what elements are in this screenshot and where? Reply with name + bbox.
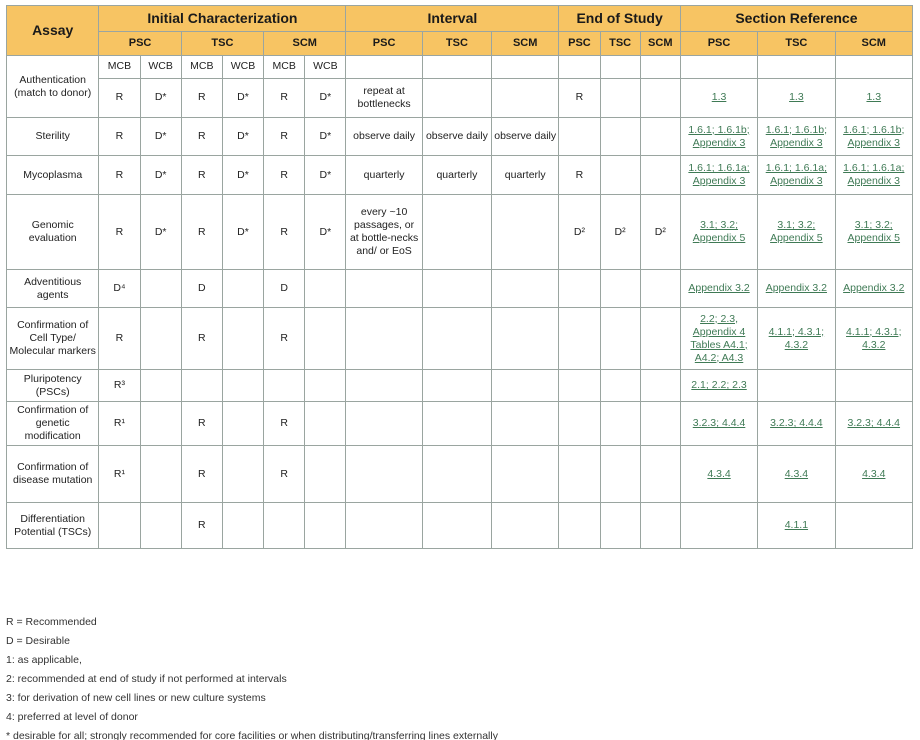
- interval-value-cell: quarterly: [422, 156, 491, 195]
- footnote: * desirable for all; strongly recommended for core facilities or when distributing/transferring lines externally: [6, 730, 498, 740]
- end-value-cell: [640, 270, 680, 308]
- assay-cell: Pluripotency (PSCs): [7, 370, 99, 402]
- assay-cell: Differentiation Potential (TSCs): [7, 503, 99, 549]
- initial-value-cell: R: [99, 308, 140, 370]
- initial-value-cell: R: [264, 308, 305, 370]
- footnote: D = Desirable: [6, 635, 70, 647]
- reference-cell: [758, 446, 835, 503]
- initial-value-cell: R: [181, 78, 222, 117]
- bank-header-mcb: MCB: [264, 56, 305, 79]
- section-reference-link[interactable]: 1.3: [789, 91, 804, 104]
- initial-tsc-header: TSC: [181, 32, 263, 56]
- assay-cell: Authentication (match to donor): [7, 56, 99, 118]
- section-reference-link[interactable]: 4.3.4: [707, 467, 731, 480]
- empty-cell: [680, 56, 757, 79]
- interval-value-cell: observe daily: [492, 118, 559, 156]
- reference-cell: [680, 370, 757, 402]
- initial-value-cell: R: [99, 118, 140, 156]
- empty-cell: [492, 56, 559, 79]
- empty-cell: [758, 56, 835, 79]
- reference-cell: [758, 156, 835, 195]
- initial-value-cell: [140, 308, 181, 370]
- table-row: [7, 308, 913, 370]
- section-reference-link[interactable]: Appendix 3.2: [843, 282, 905, 294]
- initial-value-cell: R³: [99, 370, 140, 402]
- empty-cell: [640, 56, 680, 79]
- end-value-cell: [600, 370, 640, 402]
- interval-value-cell: [346, 446, 422, 503]
- initial-value-cell: [222, 402, 263, 446]
- footnotes: [6, 613, 498, 740]
- reference-cell: [835, 402, 912, 446]
- interval-value-cell: [492, 446, 559, 503]
- assay-cell: Confirmation of disease mutation: [7, 446, 99, 503]
- initial-value-cell: D⁴: [99, 270, 140, 308]
- initial-value-cell: D*: [305, 195, 346, 270]
- interval-value-cell: [422, 78, 491, 117]
- section-reference-link[interactable]: 4.1.1; 4.3.1; 4.3.2: [846, 325, 902, 351]
- interval-value-cell: repeat at bottlenecks: [346, 78, 422, 117]
- reference-cell: [680, 270, 757, 308]
- interval-psc-header: PSC: [346, 32, 422, 56]
- table-row: [7, 446, 913, 503]
- initial-value-cell: [222, 308, 263, 370]
- reference-cell: [835, 78, 912, 117]
- footnote: 2: recommended at end of study if not performed at intervals: [6, 673, 287, 685]
- section-reference-link[interactable]: 1.6.1; 1.6.1a; Appendix 3: [688, 162, 750, 187]
- table-row: [7, 195, 913, 270]
- end-value-cell: [640, 503, 680, 549]
- ref-tsc-header: TSC: [758, 32, 835, 56]
- assay-cell: Confirmation of Cell Type/ Molecular markers: [7, 308, 99, 370]
- interval-value-cell: [422, 503, 491, 549]
- table-row: [7, 402, 913, 446]
- end-value-cell: [559, 118, 600, 156]
- initial-value-cell: D*: [222, 78, 263, 117]
- initial-value-cell: D: [264, 270, 305, 308]
- initial-value-cell: D: [181, 270, 222, 308]
- section-reference-link[interactable]: 3.1; 3.2; Appendix 5: [692, 219, 746, 244]
- reference-cell: [835, 156, 912, 195]
- section-reference-link[interactable]: 1.3: [866, 91, 882, 104]
- initial-value-cell: R: [264, 78, 305, 117]
- end-value-cell: [600, 308, 640, 370]
- section-reference-link[interactable]: 4.1.1; 4.3.1; 4.3.2: [768, 325, 825, 351]
- initial-value-cell: R: [181, 118, 222, 156]
- interval-value-cell: [346, 308, 422, 370]
- initial-value-cell: [305, 370, 346, 402]
- initial-value-cell: [222, 446, 263, 503]
- initial-value-cell: R: [264, 118, 305, 156]
- reference-cell: [835, 503, 912, 549]
- end-value-cell: [640, 446, 680, 503]
- reference-cell: [835, 195, 912, 270]
- initial-value-cell: [140, 503, 181, 549]
- reference-cell: [758, 195, 835, 270]
- empty-cell: [422, 56, 491, 79]
- initial-value-cell: D*: [140, 195, 181, 270]
- initial-value-cell: R: [264, 156, 305, 195]
- section-reference-link[interactable]: 4.3.4: [862, 467, 886, 480]
- initial-value-cell: R: [181, 156, 222, 195]
- initial-scm-header: SCM: [264, 32, 346, 56]
- initial-value-cell: R: [181, 503, 222, 549]
- assay-cell: Confirmation of genetic modification: [7, 402, 99, 446]
- section-reference-link[interactable]: 3.1; 3.2; Appendix 5: [770, 219, 823, 244]
- assay-cell: Mycoplasma: [7, 156, 99, 195]
- table-row: [7, 370, 913, 402]
- initial-value-cell: [222, 270, 263, 308]
- initial-value-cell: D*: [222, 195, 263, 270]
- ref-scm-header: SCM: [835, 32, 912, 56]
- reference-cell: [758, 78, 835, 117]
- initial-value-cell: R: [99, 195, 140, 270]
- table-row: [7, 78, 913, 117]
- initial-characterization-header: Initial Characterization: [99, 6, 346, 32]
- end-value-cell: R: [559, 156, 600, 195]
- section-reference-link[interactable]: 3.2.3; 4.4.4: [770, 417, 823, 429]
- end-value-cell: [640, 78, 680, 117]
- initial-psc-header: PSC: [99, 32, 181, 56]
- bank-header-wcb: WCB: [222, 56, 263, 79]
- section-reference-link[interactable]: 2.2; 2.3, Appendix 4 Tables A4.1; A4.2; A4.3: [690, 312, 748, 364]
- section-reference-link[interactable]: 3.1; 3.2; Appendix 5: [847, 219, 901, 244]
- footnote: R = Recommended: [6, 616, 97, 628]
- end-value-cell: [640, 402, 680, 446]
- end-value-cell: [600, 78, 640, 117]
- initial-value-cell: D*: [140, 78, 181, 117]
- reference-cell: [835, 270, 912, 308]
- reference-cell: [680, 503, 757, 549]
- assay-cell: Adventitious agents: [7, 270, 99, 308]
- end-value-cell: [559, 270, 600, 308]
- section-reference-link[interactable]: 3.2.3; 4.4.4: [692, 417, 746, 429]
- reference-cell: [835, 370, 912, 402]
- initial-value-cell: [140, 402, 181, 446]
- interval-scm-header: SCM: [492, 32, 559, 56]
- assay-table: [6, 5, 913, 549]
- initial-value-cell: [140, 370, 181, 402]
- empty-cell: [559, 56, 600, 79]
- footnote: 3: for derivation of new cell lines or new culture systems: [6, 692, 266, 704]
- end-value-cell: [600, 402, 640, 446]
- reference-cell: [758, 402, 835, 446]
- interval-value-cell: observe daily: [422, 118, 491, 156]
- initial-value-cell: R: [181, 446, 222, 503]
- initial-value-cell: [305, 270, 346, 308]
- interval-value-cell: [492, 308, 559, 370]
- interval-value-cell: every ~10 passages, or at bottle-necks and/ or EoS: [346, 195, 422, 270]
- interval-value-cell: [422, 270, 491, 308]
- section-reference-link[interactable]: Appendix 3.2: [765, 282, 828, 294]
- section-reference-link[interactable]: 1.6.1; 1.6.1b; Appendix 3: [843, 123, 905, 149]
- section-reference-link[interactable]: 4.3.4: [784, 467, 809, 480]
- section-reference-link[interactable]: 1.6.1; 1.6.1b; Appendix 3: [688, 123, 750, 149]
- section-reference-link[interactable]: 1.6.1; 1.6.1a; Appendix 3: [843, 162, 905, 187]
- interval-value-cell: [492, 270, 559, 308]
- interval-value-cell: [346, 503, 422, 549]
- end-tsc-header: TSC: [600, 32, 640, 56]
- ref-psc-header: PSC: [680, 32, 757, 56]
- initial-value-cell: R: [181, 402, 222, 446]
- assay-cell: Genomic evaluation: [7, 195, 99, 270]
- footnote: 4: preferred at level of donor: [6, 711, 138, 723]
- initial-value-cell: [222, 370, 263, 402]
- reference-cell: [680, 156, 757, 195]
- initial-value-cell: [264, 503, 305, 549]
- interval-value-cell: [492, 370, 559, 402]
- interval-value-cell: quarterly: [492, 156, 559, 195]
- empty-cell: [600, 56, 640, 79]
- bank-header-mcb: MCB: [99, 56, 140, 79]
- initial-value-cell: D*: [222, 156, 263, 195]
- end-value-cell: [600, 503, 640, 549]
- initial-value-cell: R: [181, 195, 222, 270]
- end-value-cell: [600, 446, 640, 503]
- interval-value-cell: [492, 402, 559, 446]
- table-row: [7, 118, 913, 156]
- table-row: [7, 503, 913, 549]
- reference-cell: [680, 118, 757, 156]
- initial-value-cell: R: [264, 195, 305, 270]
- reference-cell: [680, 402, 757, 446]
- section-reference-link[interactable]: 4.1.1: [784, 519, 809, 531]
- interval-value-cell: [422, 402, 491, 446]
- reference-cell: [758, 118, 835, 156]
- initial-value-cell: [305, 402, 346, 446]
- section-reference-link[interactable]: 3.2.3; 4.4.4: [847, 417, 901, 429]
- reference-cell: [758, 503, 835, 549]
- end-value-cell: [559, 308, 600, 370]
- initial-value-cell: R: [181, 308, 222, 370]
- interval-value-cell: [422, 446, 491, 503]
- initial-value-cell: D*: [305, 78, 346, 117]
- interval-tsc-header: TSC: [422, 32, 491, 56]
- end-value-cell: [600, 156, 640, 195]
- initial-value-cell: D*: [305, 118, 346, 156]
- initial-value-cell: [181, 370, 222, 402]
- interval-value-cell: [346, 402, 422, 446]
- reference-cell: [680, 308, 757, 370]
- section-reference-link[interactable]: 1.6.1; 1.6.1a; Appendix 3: [765, 162, 828, 187]
- interval-value-cell: quarterly: [346, 156, 422, 195]
- end-value-cell: [600, 270, 640, 308]
- reference-cell: [758, 308, 835, 370]
- end-value-cell: [559, 370, 600, 402]
- reference-cell: [680, 78, 757, 117]
- reference-cell: [835, 118, 912, 156]
- initial-value-cell: R: [264, 402, 305, 446]
- initial-value-cell: D*: [140, 156, 181, 195]
- initial-value-cell: [305, 308, 346, 370]
- interval-value-cell: [492, 195, 559, 270]
- reference-cell: [835, 308, 912, 370]
- reference-cell: [758, 270, 835, 308]
- end-value-cell: [640, 118, 680, 156]
- bank-header-mcb: MCB: [181, 56, 222, 79]
- initial-value-cell: [99, 503, 140, 549]
- reference-cell: [680, 195, 757, 270]
- end-value-cell: [559, 503, 600, 549]
- bank-header-wcb: WCB: [140, 56, 181, 79]
- bank-header-wcb: WCB: [305, 56, 346, 79]
- initial-value-cell: [140, 270, 181, 308]
- interval-value-cell: [492, 78, 559, 117]
- initial-value-cell: R: [99, 156, 140, 195]
- section-reference-link[interactable]: Appendix 3.2: [688, 282, 750, 294]
- interval-value-cell: [422, 195, 491, 270]
- interval-value-cell: [346, 270, 422, 308]
- end-scm-header: SCM: [640, 32, 680, 56]
- empty-cell: [346, 56, 422, 79]
- section-reference-link[interactable]: 2.1; 2.2; 2.3: [691, 379, 747, 391]
- initial-value-cell: R: [264, 446, 305, 503]
- footnote: 1: as applicable,: [6, 654, 82, 666]
- assay-table-body: [7, 56, 913, 549]
- initial-value-cell: [222, 503, 263, 549]
- interval-value-cell: observe daily: [346, 118, 422, 156]
- reference-cell: [758, 370, 835, 402]
- end-value-cell: D²: [600, 195, 640, 270]
- assay-header: Assay: [7, 6, 99, 56]
- section-reference-header: Section Reference: [680, 6, 912, 32]
- assay-cell: Sterility: [7, 118, 99, 156]
- end-value-cell: D²: [640, 195, 680, 270]
- initial-value-cell: D*: [222, 118, 263, 156]
- end-value-cell: [640, 156, 680, 195]
- interval-value-cell: [346, 370, 422, 402]
- initial-value-cell: [305, 446, 346, 503]
- end-value-cell: [600, 118, 640, 156]
- interval-header: Interval: [346, 6, 559, 32]
- end-value-cell: [640, 370, 680, 402]
- end-value-cell: [640, 308, 680, 370]
- initial-value-cell: R: [99, 78, 140, 117]
- end-value-cell: [559, 446, 600, 503]
- section-reference-link[interactable]: 1.3: [711, 91, 727, 104]
- section-reference-link[interactable]: 1.6.1; 1.6.1b; Appendix 3: [765, 123, 828, 149]
- interval-value-cell: [422, 370, 491, 402]
- end-value-cell: [559, 402, 600, 446]
- end-of-study-header: End of Study: [559, 6, 681, 32]
- initial-value-cell: [305, 503, 346, 549]
- initial-value-cell: R¹: [99, 402, 140, 446]
- initial-value-cell: D*: [140, 118, 181, 156]
- table-row: [7, 156, 913, 195]
- table-row: [7, 270, 913, 308]
- initial-value-cell: D*: [305, 156, 346, 195]
- reference-cell: [680, 446, 757, 503]
- initial-value-cell: [264, 370, 305, 402]
- empty-cell: [835, 56, 912, 79]
- interval-value-cell: [492, 503, 559, 549]
- end-value-cell: D²: [559, 195, 600, 270]
- reference-cell: [835, 446, 912, 503]
- end-value-cell: R: [559, 78, 600, 117]
- end-psc-header: PSC: [559, 32, 600, 56]
- initial-value-cell: [140, 446, 181, 503]
- initial-value-cell: R¹: [99, 446, 140, 503]
- interval-value-cell: [422, 308, 491, 370]
